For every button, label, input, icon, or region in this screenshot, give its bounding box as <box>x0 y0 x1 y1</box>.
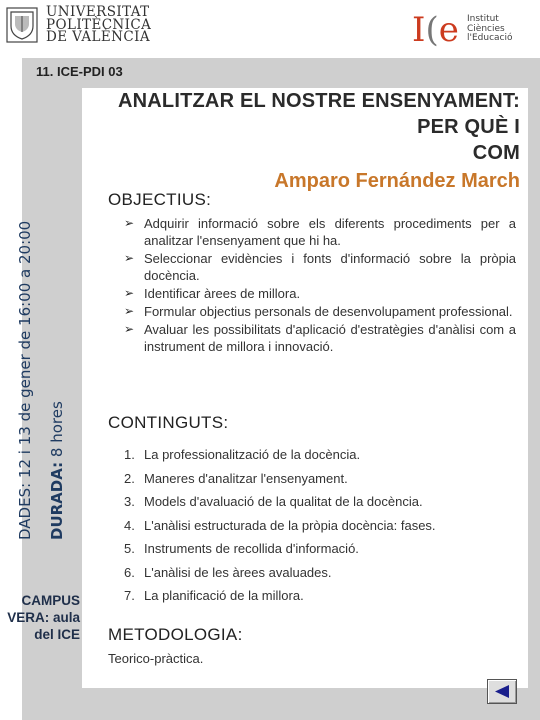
upv-crest-icon <box>6 7 38 43</box>
course-location: CAMPUS VERA: aula del ICE <box>7 593 80 642</box>
item-text: Maneres d'analitzar l'ensenyament. <box>144 470 348 486</box>
arrow-bullet-icon: ➢ <box>124 304 135 318</box>
list-item <box>124 303 516 320</box>
metodologia-heading: METODOLOGIA: <box>108 625 243 644</box>
continguts-heading: CONTINGUTS: <box>108 413 229 432</box>
duration-label: DURADA: <box>48 461 66 540</box>
item-text: Instruments de recollida d'informació. <box>144 541 359 556</box>
objective-text: Formular objectius personals de desenvolupament professional. <box>144 304 513 319</box>
objective-text: Avaluar les possibilitats d'aplicació d'estratègies d'anàlisi com a instrument de millora i innovació. <box>144 322 516 354</box>
ice-subtitle-line: Ciències <box>467 23 505 34</box>
list-item <box>124 285 516 302</box>
item-number: 3. <box>124 494 135 509</box>
ice-subtitle <box>467 15 513 44</box>
metodologia-text: Teorico-pràctica. <box>108 651 204 666</box>
arrow-bullet-icon: ➢ <box>124 286 135 300</box>
arrow-bullet-icon: ➢ <box>124 216 135 230</box>
item-text: L'anàlisi estructurada de la pròpia docència: fases. <box>144 517 436 533</box>
frame-right <box>528 88 540 688</box>
objective-text: Identificar àrees de millora. <box>144 286 301 301</box>
previous-slide-button[interactable] <box>487 679 517 704</box>
item-number: 7. <box>124 588 135 603</box>
list-item <box>124 321 516 355</box>
ice-logo <box>412 12 534 52</box>
ice-subtitle-line: Institut <box>467 14 499 24</box>
item-number: 1. <box>124 447 135 462</box>
item-text: Models d'avaluació de la qualitat de la docència. <box>144 494 423 509</box>
item-text: La planificació de la millora. <box>144 588 304 603</box>
course-author: Amparo Fernández March <box>274 170 520 192</box>
objective-text: Seleccionar evidències i fonts d'informació sobre la pròpia docència. <box>144 251 516 283</box>
course-title-line: ANALITZAR EL NOSTRE ENSENYAMENT: PER QUÈ I <box>118 90 520 138</box>
item-number: 5. <box>124 541 135 556</box>
frame-bottom <box>22 688 540 720</box>
objective-text: Adquirir informació sobre els diferents procediments per a analitzar l'ensenyament que hi ha. <box>144 216 516 248</box>
course-duration <box>48 340 66 540</box>
list-item <box>124 215 516 249</box>
continguts-list <box>124 443 524 608</box>
course-title-line: COM <box>472 142 520 164</box>
list-item <box>124 490 524 514</box>
university-name <box>46 6 151 44</box>
list-item <box>124 537 524 561</box>
ice-logo-mark: I(e <box>412 10 459 50</box>
arrow-bullet-icon: ➢ <box>124 251 135 265</box>
course-code: 11. ICE-PDI 03 <box>36 64 123 79</box>
list-item <box>124 467 524 491</box>
course-dates: DADES: 12 i 13 de gener de 16:00 a 20:00 <box>16 220 34 540</box>
list-item <box>124 443 524 467</box>
objectius-heading: OBJECTIUS: <box>108 190 212 209</box>
item-number: 2. <box>124 470 135 486</box>
list-item <box>124 584 524 608</box>
university-line: POLITÈCNICA <box>46 16 152 33</box>
item-number: 4. <box>124 517 135 533</box>
university-line: UNIVERSITAT <box>46 4 150 20</box>
university-line: DE VALÈNCIA <box>46 29 150 45</box>
ice-subtitle-line: l'Educació <box>467 33 513 43</box>
duration-value: 8 hores <box>48 401 66 458</box>
previous-triangle-icon <box>491 683 513 700</box>
item-number: 6. <box>124 564 135 580</box>
item-text: La professionalització de la docència. <box>144 447 361 462</box>
course-title-block <box>100 88 520 196</box>
upv-logo <box>6 6 151 44</box>
list-item <box>124 514 524 538</box>
arrow-bullet-icon: ➢ <box>124 322 135 336</box>
objectius-list <box>124 215 516 356</box>
list-item <box>124 561 524 585</box>
list-item <box>124 250 516 284</box>
item-text: L'anàlisi de les àrees avaluades. <box>144 564 332 580</box>
